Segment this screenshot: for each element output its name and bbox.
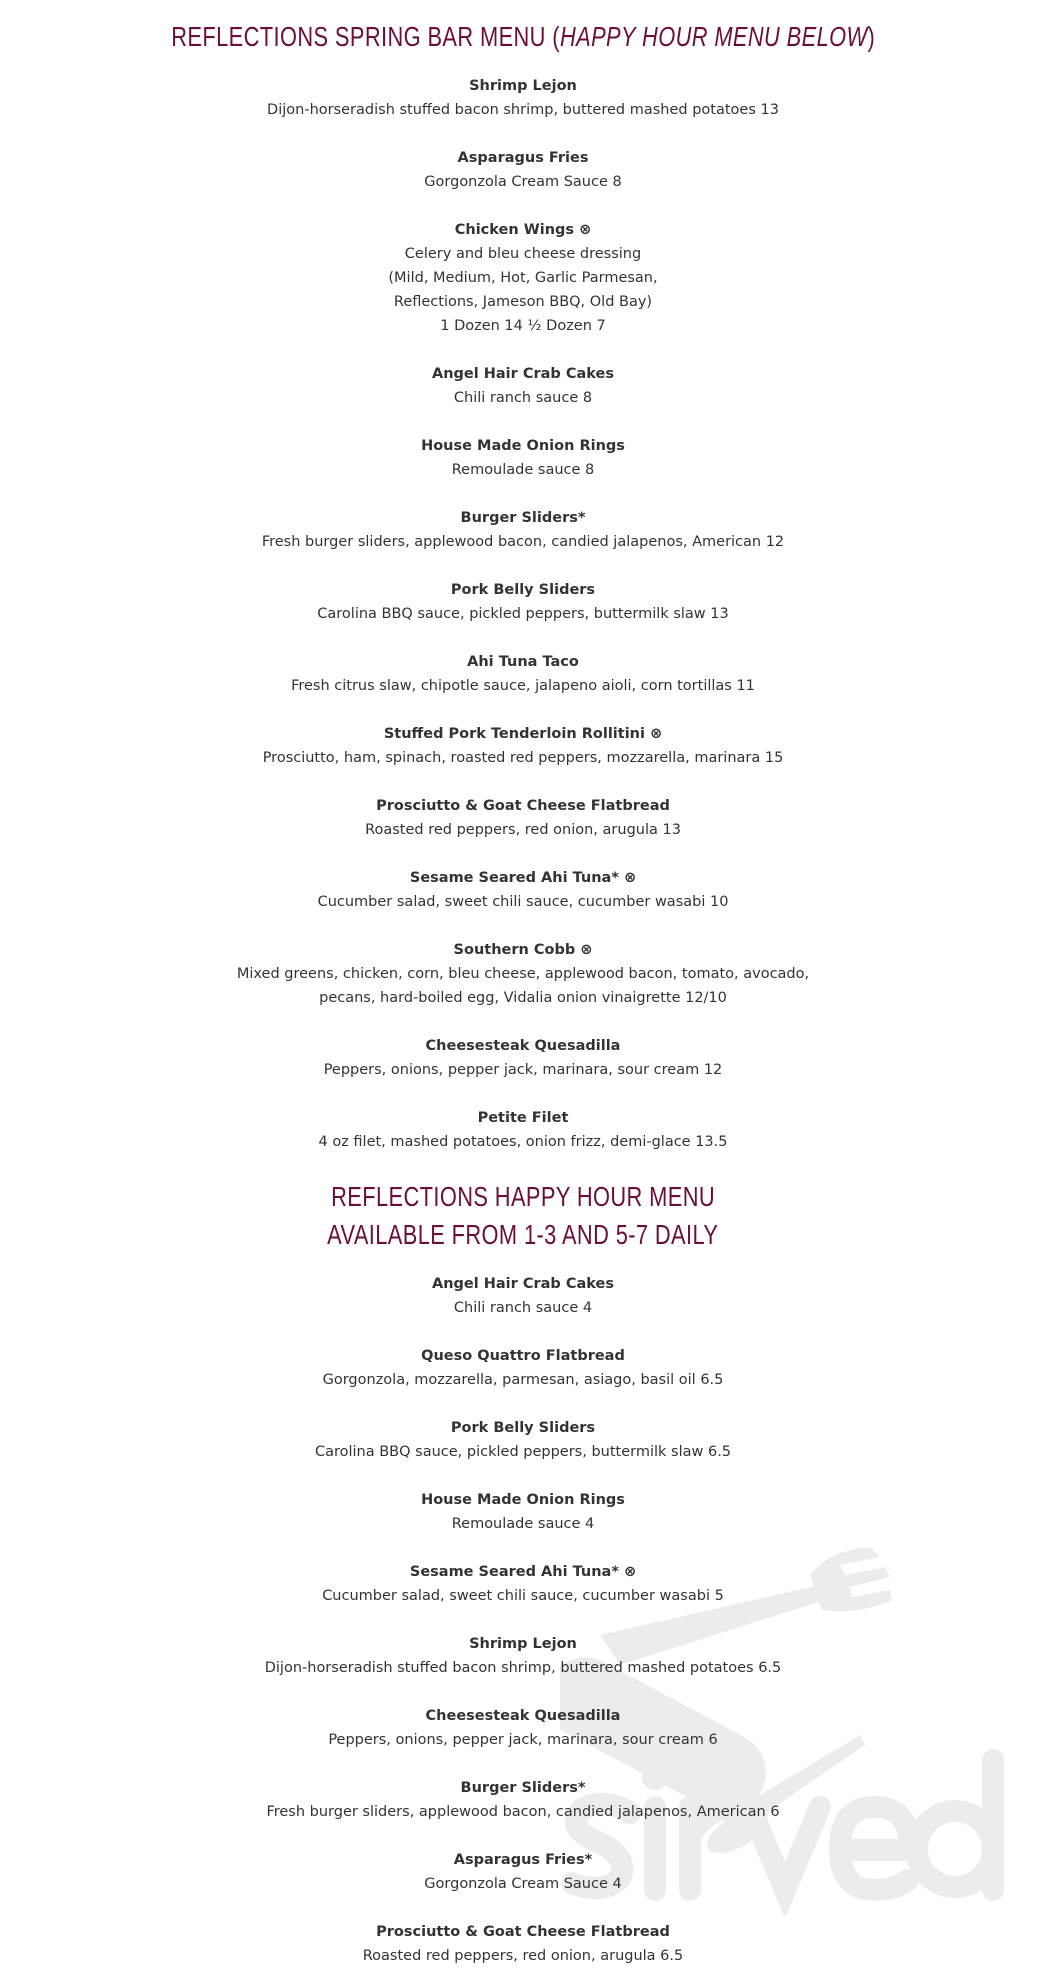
menu-item xyxy=(0,938,1046,1010)
menu-item-description: Gorgonzola, mozzarella, parmesan, asiago, basil oil 6.5 xyxy=(322,1372,724,1388)
menu-item-description: Peppers, onions, pepper jack, marinara, sour cream 6 xyxy=(328,1732,718,1748)
menu-item xyxy=(0,578,1046,626)
menu-item-name: House Made Onion Rings xyxy=(421,438,625,454)
menu-item-name: Queso Quattro Flatbread xyxy=(421,1348,625,1364)
menu-item-description: Remoulade sauce 4 xyxy=(451,1516,595,1532)
menu-item-description: Prosciutto, ham, spinach, roasted red peppers, mozzarella, marinara 15 xyxy=(262,750,784,766)
menu-item xyxy=(0,1272,1046,1320)
menu-item-description: Carolina BBQ sauce, pickled peppers, buttermilk slaw 6.5 xyxy=(314,1444,732,1460)
menu-item-description: Cucumber salad, sweet chili sauce, cucumber wasabi 5 xyxy=(322,1588,724,1604)
menu-item-name: Angel Hair Crab Cakes xyxy=(431,1276,614,1292)
menu-item-description: Roasted red peppers, red onion, arugula 13 xyxy=(365,822,681,838)
menu-item xyxy=(0,1848,1046,1896)
menu-item-name: Burger Sliders* xyxy=(460,1780,586,1796)
menu-item xyxy=(0,218,1046,338)
menu-item-name: Asparagus Fries* xyxy=(453,1852,593,1868)
menu-item xyxy=(0,1488,1046,1536)
menu-item-description: Remoulade sauce 8 xyxy=(451,462,595,478)
happy-hour-title-line1: REFLECTIONS HAPPY HOUR MENU xyxy=(331,1181,715,1212)
menu-item-description: 4 oz filet, mashed potatoes, onion frizz, demi-glace 13.5 xyxy=(318,1134,728,1150)
menu-item-description: Gorgonzola Cream Sauce 8 xyxy=(424,174,622,190)
menu-item xyxy=(0,1106,1046,1154)
happy-hour-hours: AVAILABLE FROM 1-3 AND 5-7 DAILY xyxy=(327,1219,719,1250)
menu-item xyxy=(0,434,1046,482)
menu-item-name: Asparagus Fries xyxy=(457,150,589,166)
menu-item-description: Cucumber salad, sweet chili sauce, cucumber wasabi 10 xyxy=(317,894,729,910)
menu-item xyxy=(0,506,1046,554)
menu-item xyxy=(0,1704,1046,1752)
menu-item xyxy=(0,146,1046,194)
menu-item xyxy=(0,1560,1046,1608)
menu-item-name: Prosciutto & Goat Cheese Flatbread xyxy=(376,798,670,814)
menu-item-description: Dijon-horseradish stuffed bacon shrimp, buttered mashed potatoes 6.5 xyxy=(264,1660,782,1676)
menu-item-description: Peppers, onions, pepper jack, marinara, sour cream 12 xyxy=(323,1062,723,1078)
title-italic: HAPPY HOUR MENU BELOW xyxy=(559,21,868,52)
menu-item-description: Chili ranch sauce 8 xyxy=(453,390,593,406)
menu-item-name: Petite Filet xyxy=(477,1110,569,1126)
menu-item-description: Roasted red peppers, red onion, arugula 6.5 xyxy=(362,1948,684,1964)
menu-item-description: Gorgonzola Cream Sauce 4 xyxy=(424,1876,622,1892)
menu-item-name: Cheesesteak Quesadilla xyxy=(425,1038,621,1054)
menu-item xyxy=(0,794,1046,842)
menu-item xyxy=(0,1920,1046,1968)
menu-item-name: Sesame Seared Ahi Tuna* ⊗ xyxy=(409,870,637,886)
menu-item-name: Shrimp Lejon xyxy=(469,78,577,94)
menu-item-description: Reflections, Jameson BBQ, Old Bay) xyxy=(393,294,653,310)
menu-item xyxy=(0,722,1046,770)
menu-item-description: Fresh burger sliders, applewood bacon, candied jalapenos, American 12 xyxy=(261,534,785,550)
menu-item-description: Fresh burger sliders, applewood bacon, candied jalapenos, American 6 xyxy=(266,1804,780,1820)
menu-item-name: Stuffed Pork Tenderloin Rollitini ⊗ xyxy=(383,726,663,742)
menu-item-name: Burger Sliders* xyxy=(460,510,586,526)
menu-item-name: Pork Belly Sliders xyxy=(450,582,596,598)
spring-menu-list xyxy=(0,74,1046,1154)
menu-item-description: Fresh citrus slaw, chipotle sauce, jalapeno aioli, corn tortillas 11 xyxy=(291,678,755,694)
menu-item xyxy=(0,74,1046,122)
menu-item xyxy=(0,1776,1046,1824)
menu-item-name: Pork Belly Sliders xyxy=(450,1420,596,1436)
menu-item-name: Southern Cobb ⊗ xyxy=(453,942,593,958)
spring-menu-title xyxy=(0,18,1046,56)
menu-item-description: Carolina BBQ sauce, pickled peppers, buttermilk slaw 13 xyxy=(317,606,729,622)
menu-item xyxy=(0,362,1046,410)
menu-item-description: pecans, hard-boiled egg, Vidalia onion vinaigrette 12/10 xyxy=(319,990,727,1006)
menu-item xyxy=(0,1632,1046,1680)
menu-item-name: Ahi Tuna Taco xyxy=(467,654,579,670)
menu-item xyxy=(0,650,1046,698)
menu-item-description: Celery and bleu cheese dressing xyxy=(404,246,642,262)
menu-item xyxy=(0,1416,1046,1464)
menu-item-name: Shrimp Lejon xyxy=(469,1636,577,1652)
menu-item xyxy=(0,866,1046,914)
menu-item-name: Angel Hair Crab Cakes xyxy=(431,366,614,382)
menu-item-description: Mixed greens, chicken, corn, bleu cheese, applewood bacon, tomato, avocado, xyxy=(236,966,810,982)
menu-item xyxy=(0,1344,1046,1392)
title-close: ) xyxy=(867,21,875,52)
menu-item-description: Chili ranch sauce 4 xyxy=(453,1300,593,1316)
menu-item-description: 1 Dozen 14 ½ Dozen 7 xyxy=(440,318,606,334)
title-main: REFLECTIONS SPRING BAR MENU ( xyxy=(171,21,560,52)
happy-hour-title xyxy=(0,1178,1046,1254)
menu-item-name: Prosciutto & Goat Cheese Flatbread xyxy=(376,1924,670,1940)
menu-item-name: Cheesesteak Quesadilla xyxy=(425,1708,621,1724)
menu-item-description: (Mild, Medium, Hot, Garlic Parmesan, xyxy=(388,270,658,286)
menu-item-name: Sesame Seared Ahi Tuna* ⊗ xyxy=(409,1564,637,1580)
happy-hour-list xyxy=(0,1272,1046,1968)
menu-item-description: Dijon-horseradish stuffed bacon shrimp, buttered mashed potatoes 13 xyxy=(267,102,779,118)
menu-item xyxy=(0,1034,1046,1082)
menu-item-name: Chicken Wings ⊗ xyxy=(454,222,592,238)
menu-item-name: House Made Onion Rings xyxy=(421,1492,625,1508)
